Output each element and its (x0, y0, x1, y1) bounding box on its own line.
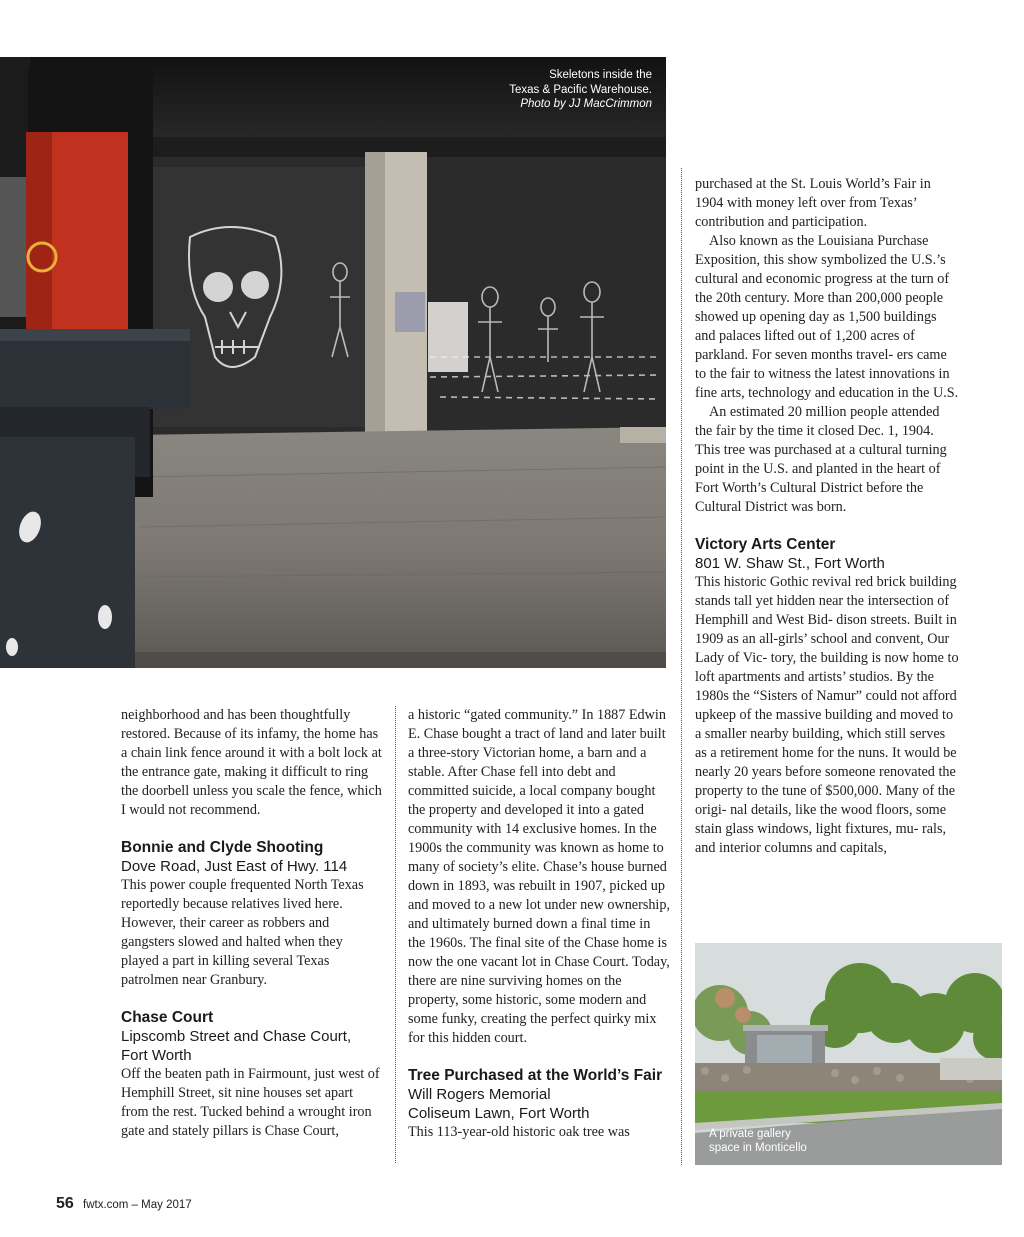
gallery-photo-caption (709, 1127, 807, 1155)
text-column-3 (695, 175, 960, 858)
section-title-bonnie-clyde: Bonnie and Clyde Shooting (121, 839, 324, 856)
text-column-1 (121, 706, 383, 1141)
caption-line: space in Monticello (709, 1142, 807, 1154)
caption-line: A private gallery (709, 1128, 791, 1140)
page-footer (56, 1195, 192, 1213)
section-location: Will Rogers Memorial (408, 1086, 551, 1103)
footer-text: fwtx.com – May 2017 (83, 1199, 192, 1211)
text-column-2 (408, 706, 670, 1142)
body-paragraph: a historic “gated community.” In 1887 Edwin E. Chase bought a tract of land and later built a three-story Victorian home, a barn and a stable. After Chase fell into debt and committed suicide, a local company bought the property and developed it into a gated community with 14 exclusive homes. In the 1900s the community was known as home to many of society’s elite. Chase’s house burned down in 1893, was rebuilt in 1907, picked up and moved to a new lot under new ownership, and ultimately burned down a final time in the 1960s. The final site of the Chase home is now the one vacant lot in Chase Court. Today, there are nine surviving homes on the property, some historic, some modern and some funky, creating the perfect quirky mix for this hidden court. (408, 707, 671, 1046)
photo-credit: Photo by JJ MacCrimmon (520, 98, 652, 110)
column-divider (681, 168, 682, 1165)
section-location: 801 W. Shaw St., Fort Worth (695, 555, 885, 572)
caption-line: Skeletons inside the (549, 69, 652, 81)
body-paragraph: An estimated 20 million people attended the fair by the time it closed Dec. 1, 1904. This tree was purchased at a cultural turning point in the U.S. and planted in the heart of Fort Worth’s Cultural District before the Cultural District was born. (695, 404, 947, 515)
body-paragraph: This historic Gothic revival red brick building stands tall yet hidden near the intersection of Hemphill and West Bid- dison streets. Built in 1909 as an all-girls’ school and convent, Our Lady of Vic- tory, the building is now home to loft apartments and artists’ studios. By the 1980s the “Sisters of Namur” could not afford upkeep of the massive building and moved to a smaller nearby building, which still serves as a retirement home for the nuns. It would be nearly 20 years before someone renovated the property to the tune of $500,000. Many of the origi- nal details, like the wood floors, some stain glass windows, light fixtures, mu- rals, and interior columns and capitals, (695, 574, 959, 856)
section-location: Coliseum Lawn, Fort Worth (408, 1105, 590, 1122)
warehouse-photo-caption (509, 68, 652, 112)
body-paragraph: This 113-year-old historic oak tree was (408, 1124, 630, 1140)
body-paragraph: Off the beaten path in Fairmount, just west of Hemphill Street, sit nine houses set apart from the rest. Tucked behind a wrought iron gate and stately pillars is Chase Court, (121, 1066, 380, 1139)
section-title-victory-arts: Victory Arts Center (695, 536, 836, 553)
section-title-chase-court: Chase Court (121, 1009, 214, 1026)
page-number: 56 (56, 1195, 74, 1212)
body-paragraph: purchased at the St. Louis World’s Fair in 1904 with money left over from Texas’ contribution and participation. (695, 176, 931, 230)
section-location: Fort Worth (121, 1047, 192, 1064)
warehouse-photo (0, 57, 666, 668)
section-title-worlds-fair-tree: Tree Purchased at the World’s Fair (408, 1067, 663, 1084)
body-paragraph: Also known as the Louisiana Purchase Exposition, this show symbolized the U.S.’s cultural and economic progress at the turn of the 20th century. More than 200,000 people showed up opening day as 1,500 buildings and palaces lifted out of 1,200 acres of parkland. For seven months travel- ers came to the fair to witness the latest innovations in fine arts, technology and education in the U.S. (695, 233, 959, 401)
body-paragraph: neighborhood and has been thoughtfully restored. Because of its infamy, the home has a chain link fence around it with a bolt lock at the entrance gate, making it difficult to ring the doorbell unless you scale the fence, which I would not recommend. (121, 707, 382, 818)
column-divider (395, 706, 396, 1163)
body-paragraph: This power couple frequented North Texas reportedly because relatives lived here. However, their career as robbers and gangsters slowed and halted when they played a part in killing several Texas patrolmen near Granbury. (121, 877, 364, 988)
section-location: Lipscomb Street and Chase Court, (121, 1028, 352, 1045)
gallery-photo (695, 943, 1002, 1165)
caption-line: Texas & Pacific Warehouse. (509, 83, 652, 96)
section-location: Dove Road, Just East of Hwy. 114 (121, 858, 348, 875)
warehouse-illustration (0, 57, 666, 668)
